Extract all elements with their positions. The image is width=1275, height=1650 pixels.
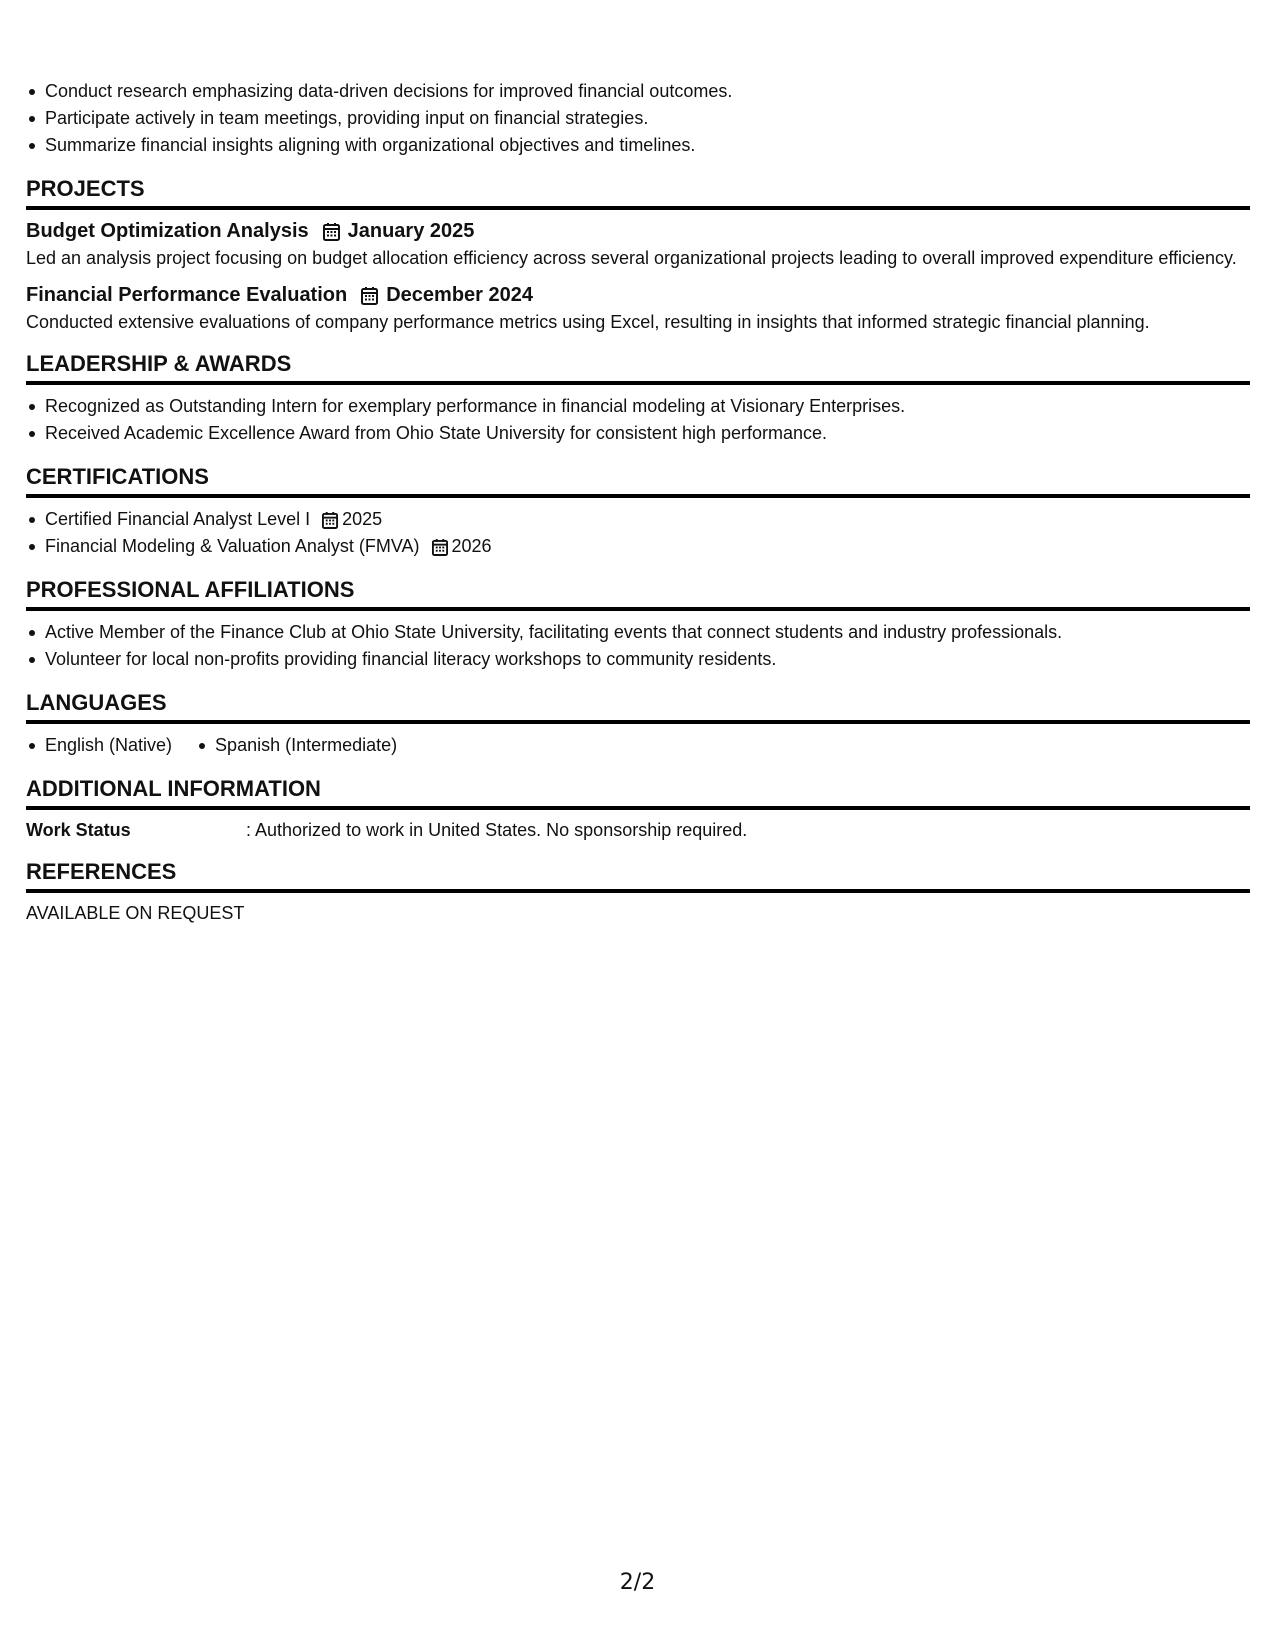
list-item: Recognized as Outstanding Intern for exemplary performance in financial modeling at Visionary Enterprises.: [26, 393, 1250, 420]
affiliations-section: [26, 577, 1250, 673]
section-heading: ADDITIONAL INFORMATION: [26, 776, 1250, 810]
certification-name: Financial Modeling & Valuation Analyst (FMVA): [45, 536, 420, 556]
section-heading: REFERENCES: [26, 859, 1250, 893]
resume-page: [26, 78, 1250, 925]
project-title: Budget Optimization Analysis: [26, 220, 309, 242]
calendar-icon: [322, 511, 338, 529]
work-status-value: : Authorized to work in United States. No sponsorship required.: [246, 820, 748, 840]
additional-info-section: [26, 776, 1250, 842]
section-heading: PROFESSIONAL AFFILIATIONS: [26, 577, 1250, 611]
project-description: Conducted extensive evaluations of company performance metrics using Excel, resulting in insights that informed strategic financial planning.: [26, 312, 1150, 332]
list-item: [26, 506, 1250, 533]
list-item: Volunteer for local non-profits providing financial literacy workshops to community residents.: [26, 646, 1250, 673]
calendar-icon: [432, 538, 448, 556]
project-date: January 2025: [347, 220, 475, 242]
section-heading: CERTIFICATIONS: [26, 464, 1250, 498]
languages-section: [26, 690, 1250, 759]
projects-section: [26, 176, 1250, 334]
language-item: English (Native): [26, 732, 172, 759]
section-heading: LEADERSHIP & AWARDS: [26, 351, 1250, 385]
certification-year: 2025: [342, 509, 383, 529]
language-item: Spanish (Intermediate): [196, 732, 397, 759]
page-number: 2/2: [619, 1570, 656, 1595]
list-item: Received Academic Excellence Award from Ohio State University for consistent high performance.: [26, 420, 1250, 447]
references-text: AVAILABLE ON REQUEST: [26, 903, 245, 923]
project-description: Led an analysis project focusing on budget allocation efficiency across several organizational projects leading to overall improved expenditure efficiency.: [26, 248, 1237, 268]
list-item: [26, 533, 1250, 560]
list-item: Conduct research emphasizing data-driven decisions for improved financial outcomes.: [26, 78, 1250, 105]
experience-bullets: [26, 78, 1250, 159]
project-entry: [26, 282, 1250, 334]
list-item: Participate actively in team meetings, providing input on financial strategies.: [26, 105, 1250, 132]
calendar-icon: [361, 286, 378, 305]
work-status-label: Work Status: [26, 820, 131, 840]
project-title: Financial Performance Evaluation: [26, 284, 348, 306]
certification-name: Certified Financial Analyst Level I: [45, 509, 311, 529]
project-entry: [26, 218, 1250, 270]
certification-year: 2026: [451, 536, 492, 556]
section-heading: PROJECTS: [26, 176, 1250, 210]
certifications-section: [26, 464, 1250, 560]
list-item: Summarize financial insights aligning with organizational objectives and timelines.: [26, 132, 1250, 159]
section-heading: LANGUAGES: [26, 690, 1250, 724]
references-section: [26, 859, 1250, 925]
leadership-section: [26, 351, 1250, 447]
project-date: December 2024: [386, 284, 533, 306]
list-item: Active Member of the Finance Club at Ohio State University, facilitating events that connect students and industry professionals.: [26, 619, 1250, 646]
work-status-row: [26, 818, 1250, 842]
calendar-icon: [323, 222, 340, 241]
